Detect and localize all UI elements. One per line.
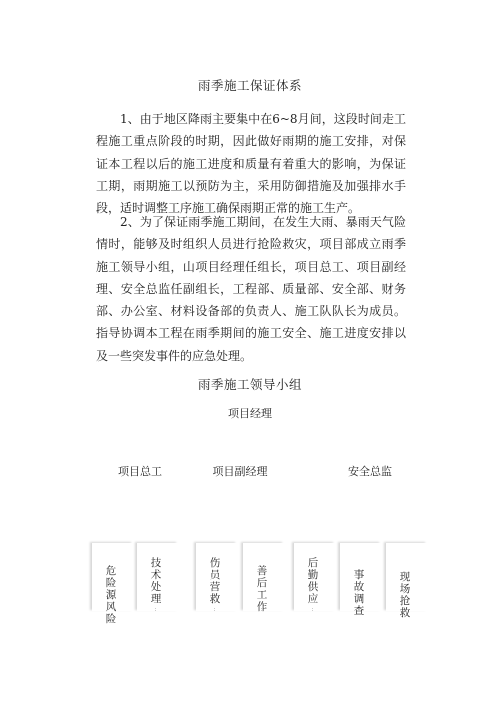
paragraph-2-line-6: 急处理。 [204,348,253,363]
org-leaf-aftermath [243,543,284,611]
leaf-divider [312,608,317,611]
leaf-divider [155,608,160,611]
org-leaf-label: 技术处理 [150,557,162,605]
org-node-safety-director: 安全总监 [348,465,392,478]
paragraph-1 [96,108,406,219]
paragraph-1-line-4: 强排水手段，适时调整工序施工确保雨期正常的施工生产。 [96,178,406,216]
org-leaf-label: 后勤供应 [307,557,319,605]
paragraph-2-line-4: 全部、财务部、办公室、材料设备部的负责人、施工队队长为成员。指导 [96,281,406,341]
org-leaf-label: 现场抢救 [399,571,411,619]
org-leaf-hazard-risk [92,543,133,625]
paragraph-1-line-1: 1、由于地区降雨主要集中在6~8月间，这段时间走工程施工重点阶段 [96,112,406,149]
org-leaf-investigation [340,543,381,617]
paragraph-1-line-3: 有着重大的影响，为保证工期，雨期施工以预防为主，采用防御措施及加 [96,156,406,193]
org-node-project-manager: 项目经理 [228,407,272,420]
org-leaf-onsite-rescue [386,543,427,619]
paragraph-2-line-1: 2、为了保证雨季施工期间，在发生大雨、暴雨天气险情时，能够及 [96,215,406,252]
org-leaf-label: 事故调查 [353,569,365,617]
leaf-divider [261,608,266,611]
org-leaf-label: 伤员营救 [209,557,221,605]
leaf-divider [214,608,219,611]
org-leaf-label: 善后工作 [256,565,268,613]
paragraph-2-line-2: 时组织人员进行抢险救灾，项目部成立雨季施工领导小组，山项目经理任 [96,237,406,274]
org-node-chief-engineer: 项目总工 [118,465,162,478]
paragraph-2 [96,211,406,367]
org-leaf-logistics [294,543,335,611]
paragraph-2-line-5: 协调本工程在雨季期间的施工安全、施工进度安排以及一些突发事件的应 [96,326,406,363]
page-title: 雨季施工保证体系 [197,78,302,93]
org-leaf-technical-handling [137,543,178,611]
org-leaf-label: 危险源风险 [105,565,117,625]
org-node-deputy-manager: 项目副经理 [212,465,268,478]
org-chart-title: 雨季施工领导小组 [197,377,302,392]
paragraph-1-line-2: 的时期，因此做好雨期的施工安排，对保证本工程以后的施工进度和质量 [96,134,406,171]
org-leaf-rescue [196,543,237,611]
paragraph-2-line-3: 组长，项目总工、项目副经理、安全总监任副组长，工程部、质量部、安 [96,259,406,296]
